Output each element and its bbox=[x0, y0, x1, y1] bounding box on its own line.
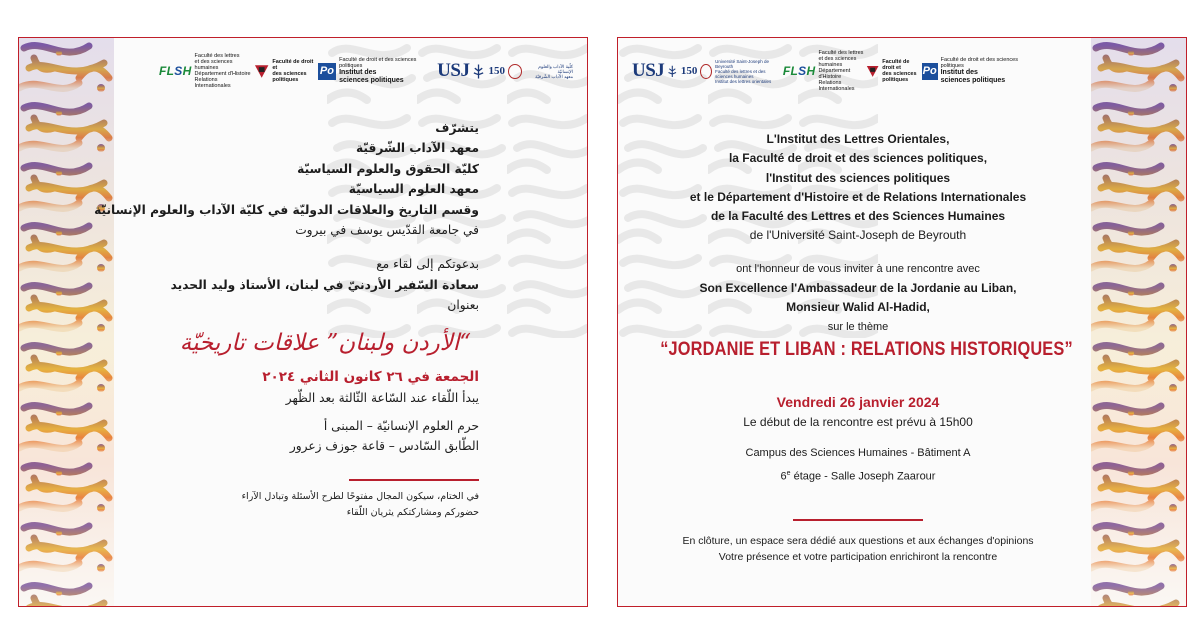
fr-closing: Votre présence et votre participation enrichiront la rencontre bbox=[718, 550, 998, 563]
isp-mark: Po bbox=[922, 63, 938, 80]
french-invitation-card bbox=[617, 37, 1187, 607]
usj-150-mark: 150 bbox=[680, 65, 698, 77]
ar-institution: كليّة الحقوق والعلوم السياسيّة bbox=[297, 161, 479, 176]
french-body bbox=[628, 130, 1088, 565]
fr-institution: l'Institut des sciences politiques bbox=[765, 170, 951, 185]
logo-bar bbox=[632, 52, 1026, 90]
fr-institution: L'Institut des Lettres Orientales, bbox=[766, 132, 950, 146]
usj-tree-icon bbox=[667, 62, 678, 80]
fr-guest: Son Excellence l'Ambassadeur de la Jordanie au Liban, bbox=[699, 281, 1017, 296]
ar-venue: حرم العلوم الإنسانيّة – المبنى أ bbox=[323, 419, 479, 434]
flsh-logo: FLSH Faculté des lettres et des sciences humaines Département d'Histoire Relations Internationales bbox=[782, 50, 864, 92]
usj-wordmark: USJ bbox=[632, 60, 665, 81]
fr-theme-intro: sur le thème bbox=[827, 320, 889, 333]
usj-logo: USJ 150 Université Saint-Joseph de Beyrouth Faculté des lettres et des sciences humaines Institut des lettres orientales bbox=[632, 58, 772, 84]
fr-date: Vendredi 26 janvier 2024 bbox=[776, 393, 940, 410]
ar-date: الجمعة في ٢٦ كانون الثاني ٢٠٢٤ bbox=[262, 368, 479, 385]
usj-150-mark: 150 bbox=[488, 65, 505, 77]
arabic-body bbox=[59, 118, 479, 521]
ar-institution: معهد الآداب الشّرقيّة bbox=[355, 141, 479, 156]
fr-institution: de la Faculté des Lettres et des Sciences Humaines bbox=[710, 209, 1006, 224]
ar-institution: وقسم التاريخ والعلاقات الدوليّة في كليّة الآداب والعلوم الإنسانيّة bbox=[94, 202, 479, 217]
usj-seal-icon bbox=[508, 64, 522, 79]
fr-venue: Campus des Sciences Humaines - Bâtiment A bbox=[745, 447, 971, 460]
ar-closing: حضوركم ومشاركتكم يثريان اللّقاء bbox=[346, 506, 479, 518]
usj-tree-icon bbox=[472, 62, 485, 80]
ar-venue: الطّابق السّادس – قاعة جوزف زعرور bbox=[289, 439, 479, 454]
flsh-wordmark: FLSH bbox=[159, 64, 192, 78]
isp-logo: Po Faculté de droit et des sciences politiques Institut des sciences politiques bbox=[318, 57, 437, 85]
isp-mark: Po bbox=[318, 63, 336, 80]
usj-seal-icon bbox=[700, 64, 712, 79]
ar-title-intro: بعنوان bbox=[447, 298, 479, 313]
flsh-wordmark: FLSH bbox=[782, 64, 816, 78]
ar-intro: يتشرّف bbox=[435, 121, 479, 135]
ar-theme: “الأردن ولبنان” علاقات تاريخيّة bbox=[179, 329, 471, 356]
ar-university: في جامعة القدّيس يوسف في بيروت bbox=[295, 223, 479, 238]
logo-bar bbox=[159, 52, 573, 90]
ar-time: يبدأ اللّقاء عند السّاعة الثّالثة بعد الظّهر bbox=[285, 390, 479, 405]
fr-guest: Monsieur Walid Al-Hadid, bbox=[786, 300, 930, 315]
fr-invite: ont l'honneur de vous inviter à une rencontre avec bbox=[736, 262, 980, 275]
usj-logo: USJ 150 كلّية الآداب والعلوم الإنسانيّة معهد الآداب الشّرقيّة bbox=[437, 60, 573, 81]
fr-institution: la Faculté de droit et des sciences politiques, bbox=[728, 151, 988, 166]
fr-institution: et le Département d'Histoire et de Relations Internationales bbox=[689, 189, 1027, 204]
ar-guest: سعادة السّفير الأردنيّ في لبنان، الأستاذ وليد الحديد bbox=[170, 277, 479, 292]
fr-closing: En clôture, un espace sera dédié aux questions et aux échanges d'opinions bbox=[682, 534, 1034, 547]
ar-institution: معهد العلوم السياسيّة bbox=[348, 182, 479, 197]
fdsp-logo: Faculté de droit et des sciences politiques bbox=[254, 59, 318, 83]
flsh-logo: FLSH Faculté des lettres et des sciences humaines Département d'Histoire Relations Internationales bbox=[159, 53, 251, 89]
usj-wordmark: USJ bbox=[437, 60, 470, 81]
ar-closing: في الختام، سيكون المجال مفتوحًا لطرح الأسئلة وتبادل الآراء bbox=[241, 490, 479, 502]
fr-theme: “JORDANIE ET LIBAN : RELATIONS HISTORIQUES” bbox=[660, 338, 1073, 360]
fr-time: Le début de la rencontre est prévu à 15h00 bbox=[743, 414, 973, 429]
fdsp-emblem-icon bbox=[254, 63, 269, 79]
fdsp-logo: Faculté de droit et des sciences politiques bbox=[866, 59, 922, 83]
ar-invite: بدعوتكم إلى لقاء مع bbox=[376, 257, 479, 272]
fdsp-emblem-icon bbox=[866, 63, 879, 79]
arabic-invitation-card bbox=[18, 37, 588, 607]
isp-logo: Po Faculté de droit et des sciences politiques Institut des sciences politiques bbox=[922, 57, 1018, 84]
calligraphy-ornament bbox=[1091, 38, 1186, 606]
fr-university: de l'Université Saint-Joseph de Beyrouth bbox=[749, 228, 967, 243]
fr-venue: 6e étage - Salle Joseph Zaarour bbox=[780, 469, 936, 483]
